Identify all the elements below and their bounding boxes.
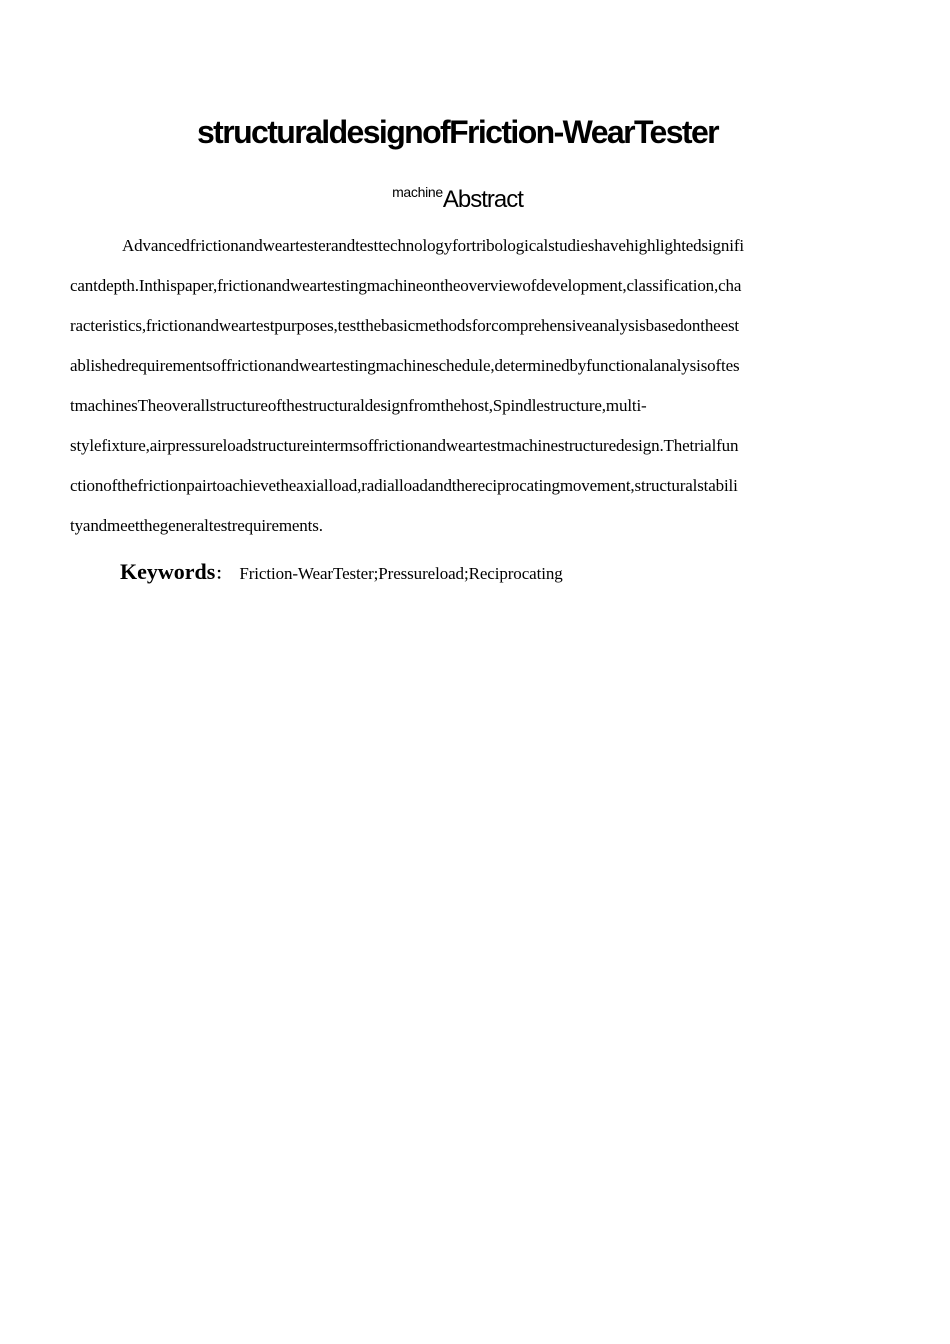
abstract-line: ctionofthefrictionpairtoachievetheaxialload,radialloadandthereciprocatingmovement,structuralstabili xyxy=(70,476,738,495)
document-title: structuraldesignofFriction-WearTester xyxy=(196,114,719,150)
abstract-line: cantdepth.Inthispaper,frictionandweartestingmachineontheoverviewofdevelopment,classification,cha xyxy=(70,276,742,295)
keywords-value: Friction-WearTester;Pressureload;Reciprocating xyxy=(239,564,563,583)
abstract-heading-text: Abstract xyxy=(442,186,523,213)
abstract-line: tmachinesTheoverallstructureofthestructuraldesignfromthehost,Spindlestructure,multi- xyxy=(70,396,647,415)
abstract-line: ablishedrequirementsoffrictionandweartestingmachineschedule,determinedbyfunctionalanalysisoftes xyxy=(70,356,740,375)
keywords-colon: ： xyxy=(215,564,232,583)
abstract-heading xyxy=(0,176,915,219)
keywords-label: Keywords xyxy=(120,559,216,584)
abstract-paragraph xyxy=(70,226,860,546)
abstract-line: racteristics,frictionandweartestpurposes,testthebasicmethodsforcomprehensiveanalysisbasedontheest xyxy=(70,316,740,335)
subtitle-superscript: machine xyxy=(392,184,443,200)
abstract-line: stylefixture,airpressureloadstructureintermsoffrictionandweartestmachinestructuredesign.Thetrialfun xyxy=(70,436,739,455)
abstract-line: tyandmeetthegeneraltestrequirements. xyxy=(70,516,323,535)
abstract-line: Advancedfrictionandweartesterandtesttechnologyfortribologicalstudieshavehighlightedsignifi xyxy=(122,236,744,255)
keywords-line xyxy=(120,554,563,593)
